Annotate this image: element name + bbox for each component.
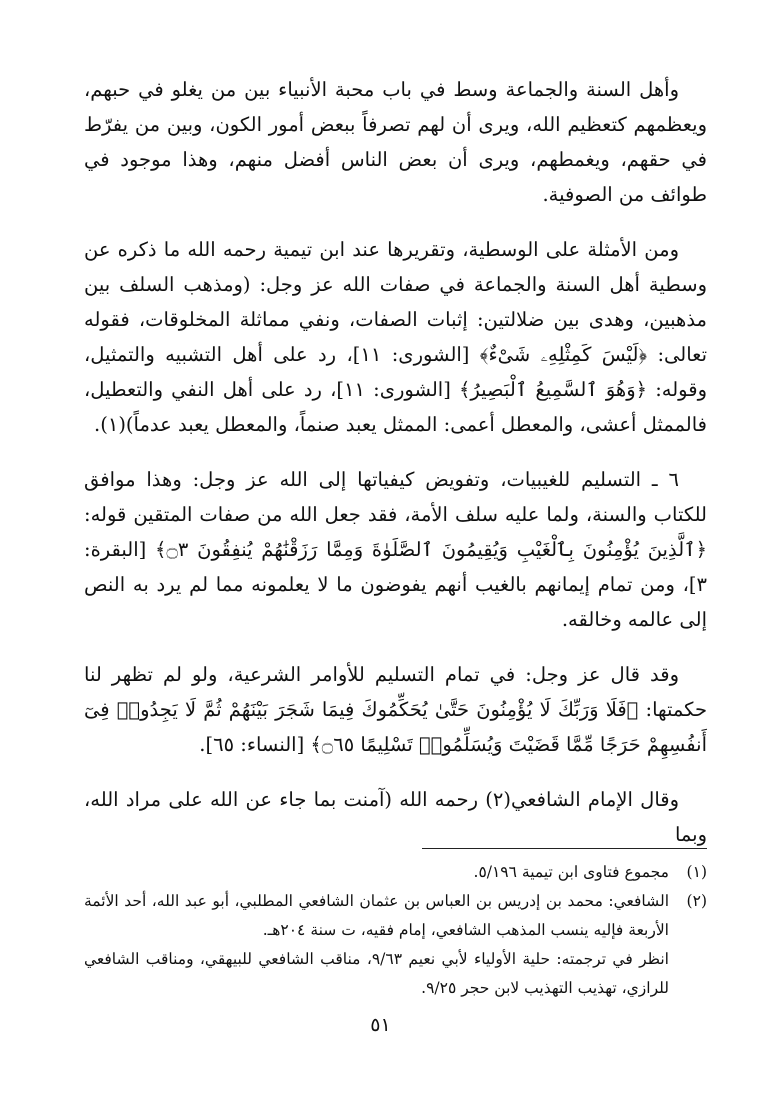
paragraph-text: وأهل السنة والجماعة وسط في باب محبة الأنبياء بين من يغلو في حبهم، ويعظمهم كتعظيم الله، ويرى أن لهم تصرفاً ببعض أمور الكون، وبين من يفرّط في حقهم، ويغمطهم، ويرى أن بعض الناس أفضل منهم، وهذا موجود في طوائف من الصوفية. xyxy=(84,78,707,206)
main-text xyxy=(84,72,707,872)
paragraph-attributes-moderation xyxy=(84,232,707,442)
footnote-2-continuation: انظر في ترجمته: حلية الأولياء لأبي نعيم ٩/٦٣، مناقب الشافعي للبيهقي، ومناقب الشافعي للرازي، تهذيب التهذيب لابن حجر ٩/٢٥. xyxy=(84,950,669,997)
footnote-2 xyxy=(84,887,707,945)
paragraph-text: ومن الأمثلة على الوسطية، وتقريرها عند ابن تيمية رحمه الله ما ذكره عن وسطية أهل السنة والجماعة في صفات الله عز وجل: (ومذهب السلف بين مذهبين، وهدى بين ضلالتين: إثبات الصفات، ونفي مماثلة المخلوقات، فقوله تعالى: ﴿لَيْسَ كَمِثْلِهِۦ شَىْءٌ﴾ [الشورى: ١١]، رد على أهل التشبيه والتمثيل، وقوله: ﴿وَهُوَ ٱلسَّمِيعُ ٱلْبَصِيرُ﴾ [الشورى: ١١]، رد على أهل النفي والتعطيل، فالممثل أعشى، والمعطل أعمى: الممثل يعبد صنماً، والمعطل يعبد عدماً)(١). xyxy=(84,238,707,436)
footnote-divider xyxy=(422,848,707,849)
footnotes xyxy=(84,858,707,1003)
paragraph-prophets-love xyxy=(84,72,707,212)
footnote-text: مجموع فتاوى ابن تيمية ٥/١٩٦. xyxy=(473,863,669,881)
paragraph-text: وقد قال عز وجل: في تمام التسليم للأوامر الشرعية، ولو لم تظهر لنا حكمتها: ﴿فَلَا وَرَبِّكَ لَا يُؤْمِنُونَ حَتَّىٰ يُحَكِّمُوكَ فِيمَا شَجَرَ بَيْنَهُمْ ثُمَّ لَا يَجِدُوا۟ فِىٓ أَنفُسِهِمْ حَرَجًا مِّمَّا قَضَيْتَ وَيُسَلِّمُوا۟ تَسْلِيمًا ۝٦٥﴾ [النساء: ٦٥]. xyxy=(84,663,707,756)
paragraph-shafii-quote xyxy=(84,782,707,852)
paragraph-unseen-submission xyxy=(84,462,707,637)
paragraph-text: ٦ ـ التسليم للغيبيات، وتفويض كيفياتها إلى الله عز وجل: وهذا موافق للكتاب والسنة، ولما عليه سلف الأمة، فقد جعل الله من صفات المتقين قوله: ﴿ٱلَّذِينَ يُؤْمِنُونَ بِٱلْغَيْبِ وَيُقِيمُونَ ٱلصَّلَوٰةَ وَمِمَّا رَزَقْنَٰهُمْ يُنفِقُونَ ۝٣﴾ [البقرة: ٣]، ومن تمام إيمانهم بالغيب أنهم يفوضون ما لا يعلمونه مما لم يرد به النص إلى عالمه وخالقه. xyxy=(84,468,707,631)
footnote-number: (١) xyxy=(686,863,707,881)
footnote-number: (٢) xyxy=(686,892,707,910)
footnote-1 xyxy=(84,858,707,887)
paragraph-text: وقال الإمام الشافعي(٢) رحمه الله (آمنت بما جاء عن الله على مراد الله، وبما xyxy=(84,788,707,846)
paragraph-legal-submission xyxy=(84,657,707,762)
page-number: ٥١ xyxy=(370,1014,391,1036)
footnote-text: الشافعي: محمد بن إدريس بن العباس بن عثمان الشافعي المطلبي، أبو عبد الله، أحد الأئمة الأربعة فإليه ينسب المذهب الشافعي، إمام فقيه، ت سنة ٢٠٤هـ. xyxy=(84,892,669,939)
